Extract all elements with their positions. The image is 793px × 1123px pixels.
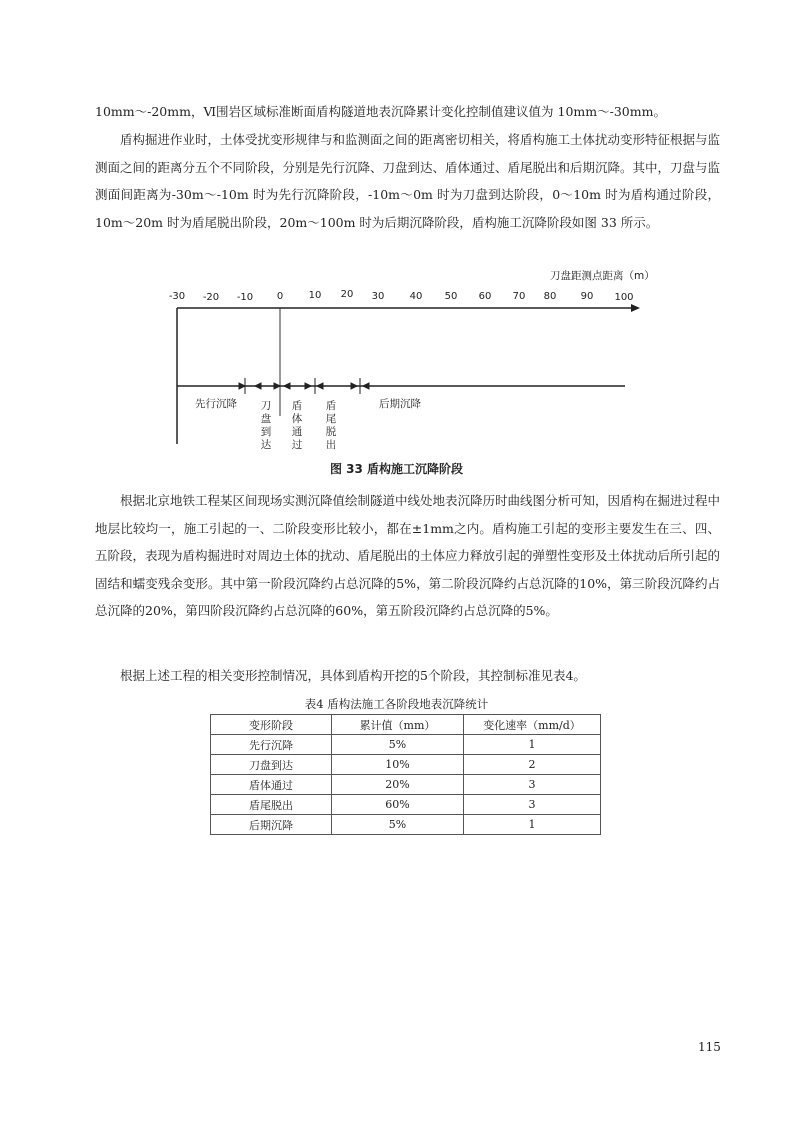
- table-cell: 1: [464, 735, 601, 755]
- tick-label: 30: [371, 291, 385, 302]
- table-cell: 后期沉降: [211, 815, 332, 835]
- table-caption: 表4 盾构法施工各阶段地表沉降统计: [304, 697, 489, 711]
- figure-caption: 图 33 盾构施工沉降阶段: [329, 462, 464, 476]
- table-cell: 2: [464, 755, 601, 775]
- axis-title: 刀盘距测点距离（m）: [550, 270, 655, 282]
- table-cell: 刀盘到达: [211, 755, 332, 775]
- page-number: 115: [698, 1040, 721, 1054]
- paragraph-4: 根据上述工程的相关变形控制情况，具体到盾构开挖的5个阶段，其控制标准见表4。: [120, 668, 586, 683]
- tick-label: 60: [478, 291, 492, 302]
- tick-label: 90: [580, 291, 594, 302]
- svg-text:过: 过: [291, 439, 303, 451]
- svg-text:尾: 尾: [325, 413, 337, 425]
- column-header: 累计值（mm）: [332, 715, 464, 735]
- tick-label: 10: [308, 290, 322, 301]
- svg-text:到: 到: [260, 426, 272, 438]
- arrow-right-icon: [305, 383, 311, 389]
- tick-label: 0: [276, 291, 284, 302]
- svg-text:盘: 盘: [260, 413, 272, 425]
- table-cell: 盾体通过: [211, 775, 332, 795]
- stage-label-post-settlement: 后期沉降: [379, 398, 421, 410]
- table-row: [211, 795, 601, 815]
- stage-diagram: [95, 268, 720, 458]
- table-cell: 5%: [332, 815, 464, 835]
- table-row: [211, 815, 601, 835]
- paragraph-2: 盾构掘进作业时，土体受扰变形规律与和监测面之间的距离密切相关，将盾构施工土体扰动变形特征根据与监测面之间的距离分五个不同阶段，分别是先行沉降、刀盘到达、盾体通过、盾尾脱出和后期沉降。其中，刀盘与监测面间距离为-30m～-10m 时为先行沉降阶段，-10m～0m 时为刀盘到达阶段，0～10m 时为盾构通过阶段，10m～20m 时为盾尾脱出阶段，20m～100m 时为后期沉降阶段，盾构施工沉降阶段如图 33 所示。: [95, 132, 721, 230]
- svg-text:通: 通: [291, 426, 303, 438]
- tick-label: 80: [543, 291, 557, 302]
- svg-text:达: 达: [260, 439, 272, 451]
- table-cell: 10%: [332, 755, 464, 775]
- svg-text:盾: 盾: [291, 400, 303, 412]
- tick-label: -20: [202, 292, 220, 303]
- figure-shield-stages: [95, 268, 720, 458]
- tick-label: 100: [614, 292, 634, 303]
- column-header: 变形阶段: [211, 715, 332, 735]
- paragraph-3: 根据北京地铁工程某区间现场实测沉降值绘制隧道中线处地表沉降历时曲线图分析可知，因盾构在掘进过程中地层比较均一，施工引起的一、二阶段变形比较小，都在±1mm之内。盾构施工引起的变形主要发生在三、四、五阶段，表现为盾构掘进时对周边土体的扰动、盾尾脱出的土体应力释放引起的弹塑性变形及土体扰动后所引起的固结和蠕变残余变形。其中第一阶段沉降约占总沉降的5%，第二阶段沉降约占总沉降的10%，第三阶段沉降约占总沉降的20%，第四阶段沉降约占总沉降的60%，第五阶段沉降约占总沉降的5%。: [95, 493, 721, 618]
- svg-text:体: 体: [291, 413, 303, 425]
- arrow-right-icon: [239, 383, 245, 389]
- table-cell: 1: [464, 815, 601, 835]
- table-cell: 3: [464, 775, 601, 795]
- table-cell: 3: [464, 795, 601, 815]
- svg-text:盾: 盾: [325, 400, 337, 412]
- paragraph-1: 10mm～-20mm，Ⅵ围岩区域标准断面盾构隧道地表沉降累计变化控制值建议值为 10mm～-30mm。: [95, 104, 666, 119]
- table-row: [211, 755, 601, 775]
- table-cell: 60%: [332, 795, 464, 815]
- svg-text:脱: 脱: [325, 426, 337, 438]
- stage-label-pre-settlement: 先行沉降: [195, 398, 237, 410]
- table-row: [211, 735, 601, 755]
- svg-text:出: 出: [325, 439, 337, 451]
- table-cell: 盾尾脱出: [211, 795, 332, 815]
- stage-label-shield-passing: [292, 400, 303, 451]
- arrow-right-icon: [351, 383, 357, 389]
- tick-label: 40: [409, 291, 423, 302]
- table-row: [211, 775, 601, 795]
- settlement-table: [210, 714, 601, 835]
- table-cell: 5%: [332, 735, 464, 755]
- arrow-left-icon: [363, 383, 369, 389]
- tick-label: -30: [168, 291, 186, 302]
- stage-label-cutter-arrival: [261, 400, 272, 451]
- column-header: 变化速率（mm/d）: [464, 715, 601, 735]
- arrow-left-icon: [255, 383, 261, 389]
- tick-labels: [169, 289, 634, 303]
- tick-label: 70: [512, 291, 526, 302]
- arrow-left-icon: [284, 383, 290, 389]
- table-cell: 先行沉降: [211, 735, 332, 755]
- tick-label: 50: [444, 291, 458, 302]
- stage-label-tail-release: [326, 400, 337, 451]
- table-header-row: [211, 715, 601, 735]
- tick-label: -10: [236, 292, 254, 303]
- arrow-right-icon: [274, 383, 280, 389]
- tick-label: 20: [340, 289, 354, 300]
- arrow-left-icon: [317, 383, 323, 389]
- table-cell: 20%: [332, 775, 464, 795]
- svg-text:刀: 刀: [260, 400, 272, 412]
- axis-arrow-icon: [631, 304, 640, 312]
